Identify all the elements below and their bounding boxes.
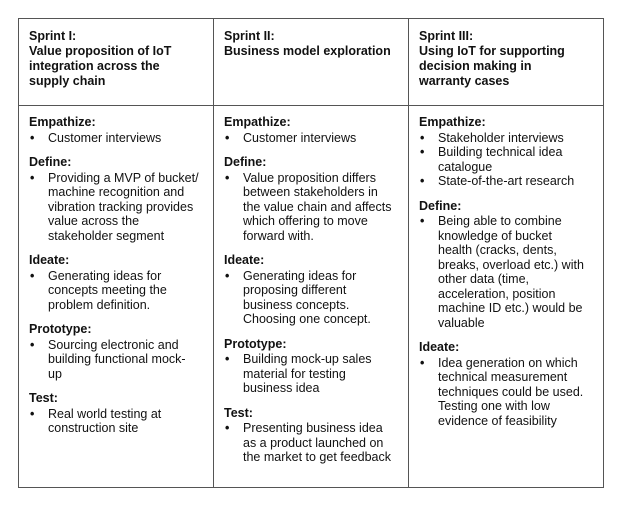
sprint-2-header xyxy=(214,19,409,106)
phase-empathize xyxy=(419,115,585,189)
phase-define xyxy=(224,155,394,243)
phase-title: Ideate: xyxy=(224,253,265,267)
sprint-title: Business model exploration xyxy=(224,44,391,58)
phase-title: Define: xyxy=(419,198,462,213)
sprint-title: Value proposition of IoT integration across the supply chain xyxy=(29,44,172,88)
list-item: • Idea generation on which technical measurement techniques could be used. Testing one with low evidence of feasibility xyxy=(420,355,584,428)
bullet-icon: • xyxy=(225,130,230,145)
phase-ideate xyxy=(419,340,585,428)
list-item: • Customer interviews xyxy=(30,130,162,145)
bullet-icon: • xyxy=(420,130,425,145)
phase-title: Empathize: xyxy=(29,115,96,129)
phase-empathize xyxy=(29,115,199,145)
phase-title: Test: xyxy=(224,405,253,420)
sprint-1-header xyxy=(19,19,214,106)
bullet-icon: • xyxy=(420,214,425,228)
bullet-icon: • xyxy=(225,352,230,366)
bullet-icon: • xyxy=(420,174,425,188)
sprint-title: Using IoT for supporting decision making in warranty cases xyxy=(419,44,565,88)
sprint-label: Sprint I: xyxy=(29,29,77,43)
header-row xyxy=(19,19,604,106)
phase-empathize xyxy=(224,115,394,145)
bullet-icon: • xyxy=(420,145,425,159)
sprint-label: Sprint III: xyxy=(419,29,474,43)
list-item: • Being able to combine knowledge of bucket health (cracks, dents, breaks, overload etc.) with other data (time, acceleration, position machine ID etc.) would be valuable xyxy=(420,214,584,330)
bullet-icon: • xyxy=(30,170,35,185)
phase-title: Define: xyxy=(29,155,72,169)
phase-prototype xyxy=(29,322,199,381)
list-item: • Generating ideas for proposing different business concepts. Choosing one concept. xyxy=(225,268,371,326)
phase-title: Test: xyxy=(29,391,58,405)
phase-ideate xyxy=(29,253,199,312)
list-item: • Value proposition differs between stakeholders in the value chain and affects which offering to move forward with. xyxy=(225,170,392,243)
bullet-icon: • xyxy=(30,406,35,421)
sprint-3-body xyxy=(409,106,604,488)
list-item: • Customer interviews xyxy=(225,130,357,145)
list-item: • Sourcing electronic and building functional mock-up xyxy=(30,337,186,381)
bullet-icon: • xyxy=(225,268,230,283)
bullet-icon: • xyxy=(420,355,425,370)
phase-title: Empathize: xyxy=(419,115,486,129)
phase-define xyxy=(29,155,199,243)
sprint-1-body xyxy=(19,106,214,488)
body-row xyxy=(19,106,604,488)
phase-title: Ideate: xyxy=(29,253,70,267)
sprint-3-header xyxy=(409,19,604,106)
list-item: • Real world testing at construction site xyxy=(30,406,162,435)
list-item: • State-of-the-art research xyxy=(420,174,575,188)
list-item: • Building mock-up sales material for testing business idea xyxy=(225,352,372,395)
list-item: • Building technical idea catalogue xyxy=(420,145,563,174)
list-item: • Stakeholder interviews xyxy=(420,130,564,145)
phase-title: Prototype: xyxy=(224,336,287,351)
bullet-icon: • xyxy=(30,268,35,283)
sprint-table xyxy=(18,18,604,488)
sprint-2-body xyxy=(214,106,409,488)
list-item: • Generating ideas for concepts meeting the problem definition. xyxy=(30,268,167,312)
sprint-label: Sprint II: xyxy=(224,29,275,43)
phase-test xyxy=(29,391,199,436)
bullet-icon: • xyxy=(225,421,230,435)
list-item: • Providing a MVP of bucket/ machine recognition and vibration tracking provides value across the stakeholder segment xyxy=(30,170,199,243)
phase-prototype xyxy=(224,337,394,396)
phase-title: Define: xyxy=(224,155,267,169)
phase-title: Prototype: xyxy=(29,322,92,336)
phase-define xyxy=(419,199,585,331)
phase-title: Empathize: xyxy=(224,115,291,129)
phase-title: Ideate: xyxy=(419,340,460,354)
bullet-icon: • xyxy=(30,130,35,145)
bullet-icon: • xyxy=(225,170,230,185)
phase-ideate xyxy=(224,253,394,327)
bullet-icon: • xyxy=(30,337,35,352)
list-item: • Presenting business idea as a product launched on the market to get feedback xyxy=(225,421,392,464)
phase-test xyxy=(224,406,394,465)
